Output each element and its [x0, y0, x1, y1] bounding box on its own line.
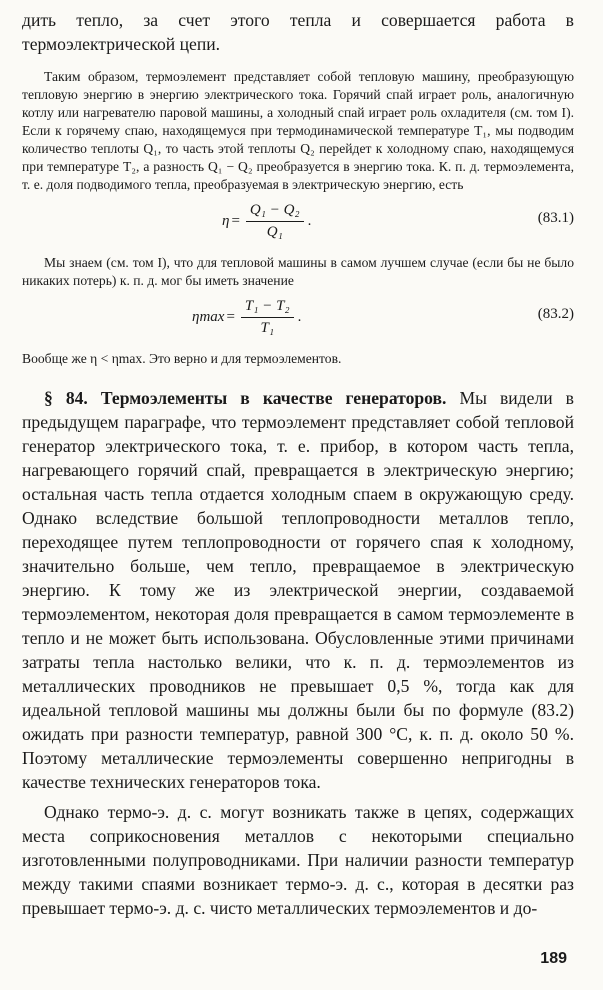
formula-1-lhs: η — [222, 213, 230, 229]
formula-2-number: (83.2) — [537, 306, 574, 322]
formula-1-fraction — [246, 202, 304, 241]
formula-83-2: ηmax = $\frac{\text{T₁ − T₂}}{\text{T₁}}$ . (83.2) — [192, 298, 574, 336]
formula-2-lhs: ηmax — [192, 309, 225, 325]
formula-1-eq: = — [231, 213, 240, 229]
continuation-text: дить тепло, за счет этого тепла и совершается работа в термоэлектрической цепи. — [22, 10, 574, 54]
section-84 — [22, 386, 574, 794]
formula-1-denominator: Q₁ — [266, 224, 283, 240]
formula-1-number: (83.1) — [537, 210, 574, 226]
paragraph-thermoelement-heat-engine: Таким образом, термоэлемент представляет собой тепловую машину, преобразующую тепловую энергию в энергию электрического тока. Горячий спай играет роль, аналогичную котлу или нагревателю паровой машины, а холодный спай играет роль охладителя (см. том I). Если к горячему спаю, находящемуся при термодинамической температуре T₁, мы подводим количество теплоты Q₁, то часть этой теплоты Q₂ перейдет к холодному спаю, находящемуся при температуре T₂, а разность Q₁ − Q₂ преобразуется в энергию тока. К. п. д. термоэлемента, т. е. доля подводимого тепла, преобразуемая в электрическую энергию, есть — [22, 69, 574, 192]
paragraph-max-efficiency: Мы знаем (см. том I), что для тепловой машины в самом лучшем случае (если бы не было никаких потерь) к. п. д. мог бы иметь значение — [22, 255, 574, 288]
formula-1-numerator: Q₁ − Q₂ — [246, 202, 304, 222]
page-number: 189 — [540, 950, 567, 967]
formula-2-denominator: T₁ — [260, 320, 275, 336]
formula-2-numerator: T₁ − T₂ — [241, 298, 294, 318]
paragraph-efficiency-note: Вообще же η < ηmax. Это верно и для термоэлементов. — [22, 351, 342, 366]
section-84-text: Мы видели в предыдущем параграфе, что термоэлемент представляет собой тепловой генератор электрического тока, т. е. прибор, в котором часть тепла, нагревающего горячий спай, превращается в электрическую энергию; остальная часть тепла отдается холодным спаем в окружающую среду. Однако вследствие большой теплопроводности металлов тепло, переходящее путем теплопроводности от горячего спая к холодному, значительно больше, чем тепло, превращаемое в электрическую энергию. К тому же из электрической энергии, создаваемой термоэлементом, некоторая доля превращается в самом термоэлементе в тепло и не может быть использована. Обусловленные этими причинами затраты тепла настолько велики, что к. п. д. термоэлементов из металлических проводников не превышает 0,5 %, тогда как для идеальной тепловой машины мы должны были бы по формуле (83.2) ожидать при разности температур, равной 300 °С, к. п. д. около 50 %. Поэтому металлические термоэлементы совершенно непригодны в качестве технических генераторов тока. — [22, 388, 574, 792]
section-84-heading: § 84. Термоэлементы в качестве генераторов. — [44, 388, 447, 408]
paragraph-semiconductors: Однако термо-э. д. с. могут возникать также в цепях, содержащих места соприкосновения металлов с некоторыми специально изготовленными полупроводниками. При наличии разности температур между такими спаями возникает термо-э. д. с., которая в десятки раз превышает термо-э. д. с. чисто металлических термоэлементов и до- — [22, 802, 574, 918]
formula-83-1: η = $\frac{\text{Q₁ − Q₂}}{\text{Q₁}}$ . (83.1) — [222, 202, 574, 240]
formula-2-eq: = — [226, 309, 235, 325]
book-page — [22, 8, 574, 920]
formula-2-fraction — [241, 298, 294, 337]
